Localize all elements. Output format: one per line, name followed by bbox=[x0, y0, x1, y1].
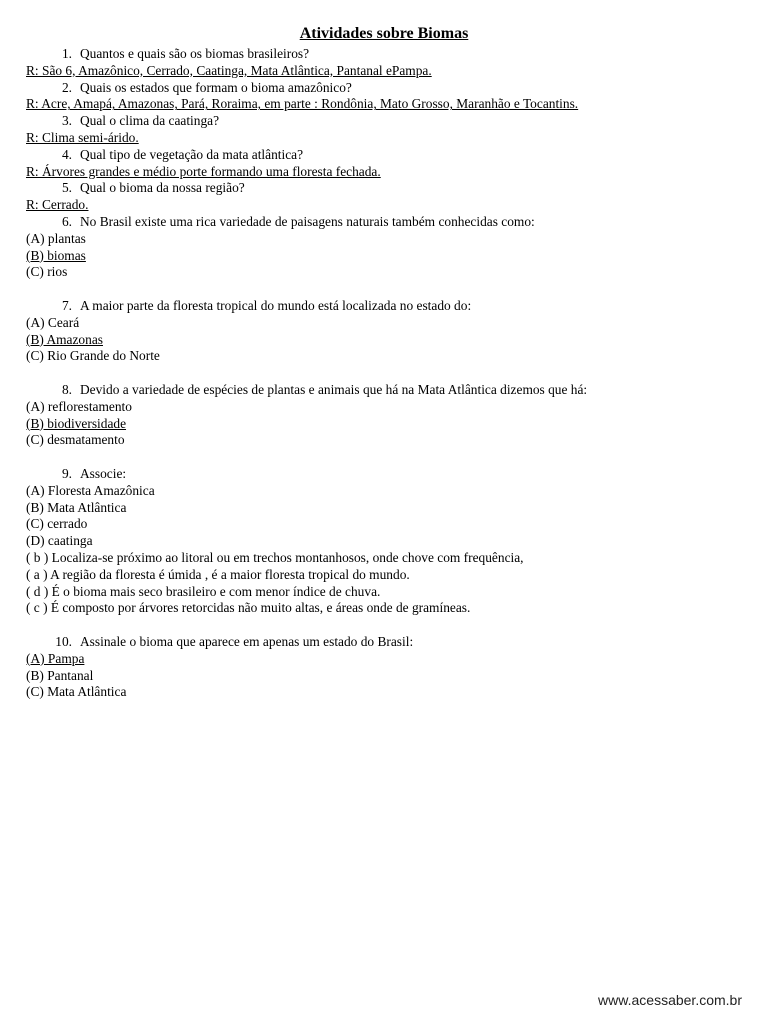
option-line: (C) cerrado bbox=[26, 516, 88, 532]
answer-line-marked: R: Cerrado. bbox=[26, 197, 89, 213]
answer-line-marked: (B) Amazonas bbox=[26, 331, 103, 347]
question-line bbox=[26, 113, 219, 129]
question-number: 7. bbox=[61, 298, 72, 313]
question-text: Qual o clima da caatinga? bbox=[80, 113, 220, 129]
option-line: (A) reflorestamento bbox=[26, 398, 132, 414]
footer-website: www.acessaber.com.br bbox=[598, 992, 742, 1008]
question-text: No Brasil existe uma rica variedade de paisagens naturais também conhecidas como: bbox=[80, 214, 535, 229]
question-text: Qual tipo de vegetação da mata atlântica? bbox=[80, 146, 304, 162]
option-line: (A) Floresta Amazônica bbox=[26, 482, 155, 498]
page-title: Atividades sobre Biomas bbox=[299, 25, 469, 42]
question-number: 4. bbox=[61, 146, 72, 162]
question-line bbox=[26, 147, 303, 163]
question-line bbox=[26, 298, 471, 314]
answer-line-marked: R: Clima semi-árido. bbox=[26, 130, 139, 145]
question-number: 9. bbox=[61, 466, 72, 481]
option-line: (C) desmatamento bbox=[26, 432, 125, 448]
question-text: A maior parte da floresta tropical do mundo está localizada no estado do: bbox=[80, 298, 472, 313]
answer-line-marked: (A) Pampa bbox=[26, 650, 85, 666]
question-text: Devido a variedade de espécies de plantas e animais que há na Mata Atlântica dizemos que há: bbox=[80, 382, 588, 397]
question-text: Qual o bioma da nossa região? bbox=[80, 180, 245, 196]
option-line: ( c ) É composto por árvores retorcidas não muito altas, e áreas onde de gramíneas. bbox=[26, 600, 471, 616]
option-line: ( a ) A região da floresta é úmida , é a maior floresta tropical do mundo. bbox=[26, 566, 410, 582]
question-line bbox=[26, 634, 413, 650]
question-number: 6. bbox=[61, 214, 72, 229]
question-number: 3. bbox=[61, 113, 72, 129]
question-number: 5. bbox=[61, 180, 72, 196]
option-line: ( b ) Localiza-se próximo ao litoral ou em trechos montanhosos, onde chove com frequência, bbox=[26, 550, 524, 565]
option-line: (C) Mata Atlântica bbox=[26, 684, 127, 700]
question-line bbox=[26, 466, 126, 482]
question-text: Associe: bbox=[80, 466, 127, 481]
option-line: (C) Rio Grande do Norte bbox=[26, 348, 160, 364]
answer-line-marked: (B) biomas bbox=[26, 247, 86, 263]
question-number: 2. bbox=[61, 79, 72, 95]
question-number: 10. bbox=[55, 634, 72, 649]
option-line: ( d ) É o bioma mais seco brasileiro e com menor índice de chuva. bbox=[26, 583, 381, 599]
question-line bbox=[26, 214, 535, 230]
question-number: 1. bbox=[61, 46, 72, 61]
option-line: (B) Pantanal bbox=[26, 667, 94, 683]
answer-line-marked: (B) biodiversidade bbox=[26, 415, 127, 431]
option-line: (A) Ceará bbox=[26, 314, 80, 330]
question-text: Assinale o bioma que aparece em apenas um estado do Brasil: bbox=[80, 634, 414, 649]
question-line bbox=[26, 46, 309, 62]
option-line: (D) caatinga bbox=[26, 533, 93, 549]
question-text: Quais os estados que formam o bioma amazônico? bbox=[80, 79, 352, 95]
option-line: (B) Mata Atlântica bbox=[26, 499, 127, 515]
question-line bbox=[26, 382, 587, 398]
question-number: 8. bbox=[61, 382, 72, 397]
answer-line-marked: R: Árvores grandes e médio porte formando uma floresta fechada. bbox=[26, 163, 381, 179]
question-text: Quantos e quais são os biomas brasileiros? bbox=[80, 46, 310, 61]
option-line: (C) rios bbox=[26, 264, 68, 280]
question-line bbox=[26, 180, 245, 196]
answer-line-marked: R: São 6, Amazônico, Cerrado, Caatinga, Mata Atlântica, Pantanal ePampa. bbox=[26, 62, 432, 78]
question-line bbox=[26, 80, 352, 96]
answer-line-marked: R: Acre, Amapá, Amazonas, Pará, Roraima, em parte : Rondônia, Mato Grosso, Maranhão e Tocantins. bbox=[26, 96, 579, 112]
option-line: (A) plantas bbox=[26, 230, 86, 246]
